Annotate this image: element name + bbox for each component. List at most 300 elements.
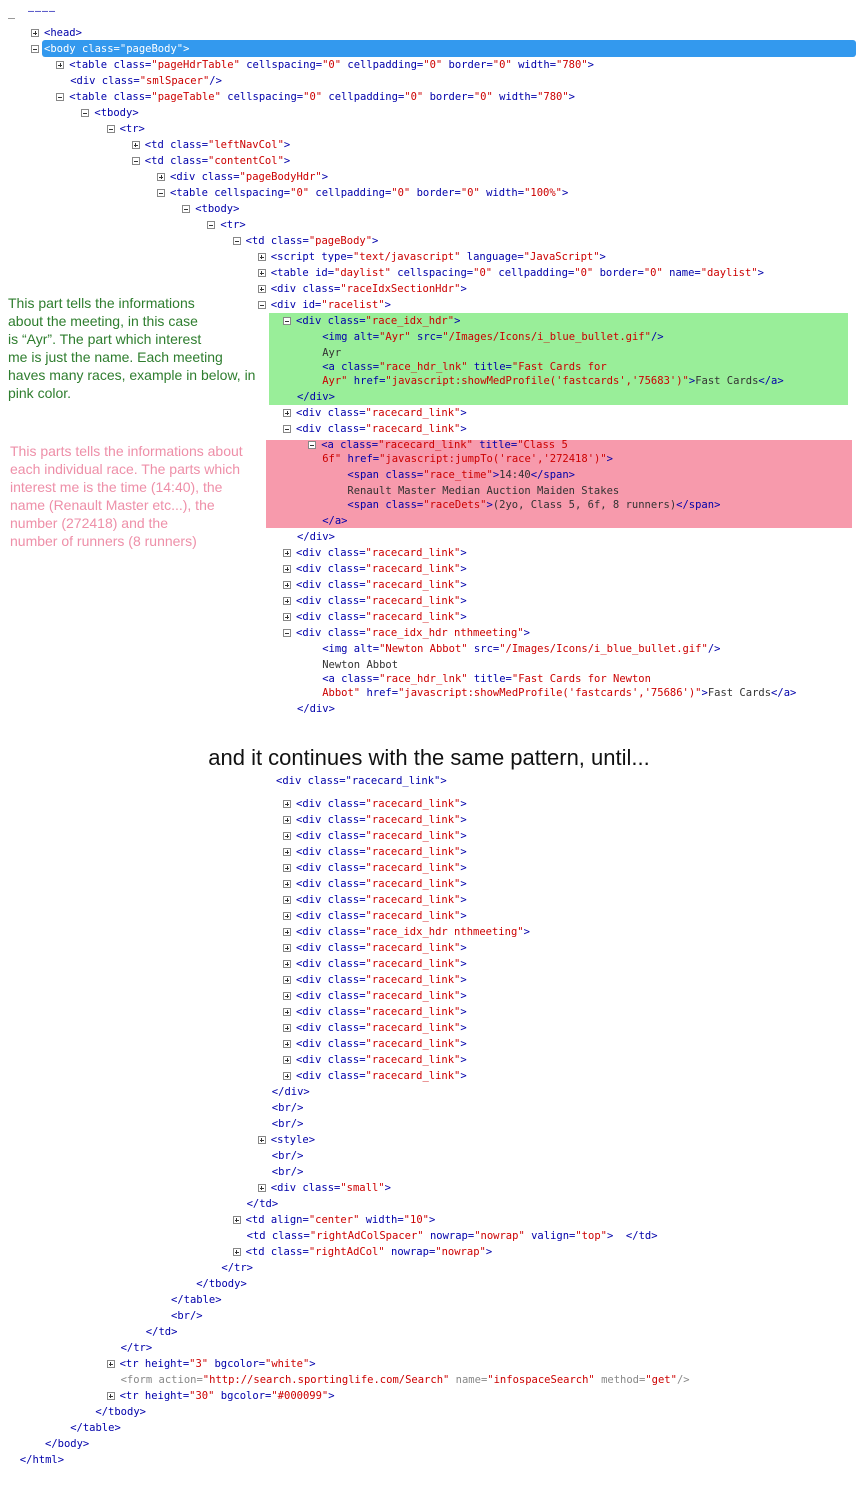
attr-value-token: "javascript:jumpTo('race','272418')" [379,453,607,465]
attr-name-token: alt= [353,331,380,343]
attr-name-token: cellpadding= [492,267,575,279]
attr-value-token: "0" [391,187,411,199]
attr-value-token: "raceIdxSectionHdr" [340,283,461,295]
tree-node-row[interactable] [258,1180,391,1196]
tag-token: > [460,1038,467,1050]
tree-node-row[interactable] [283,924,530,940]
expand-icon[interactable] [233,1216,241,1224]
attr-name-token: class= [341,673,380,685]
tag-token: </a> [758,375,784,387]
tree-node-row[interactable] [56,73,222,89]
attr-name-token: border= [593,267,644,279]
attr-name-token: class= [327,1022,366,1034]
attr-value-token: "racecard_link" [365,942,461,954]
expand-icon[interactable] [132,141,140,149]
tree-node-row[interactable] [107,1356,316,1372]
tree-node-row[interactable] [283,1052,467,1068]
tree-node-row[interactable] [258,297,391,313]
tree-node-row[interactable] [31,41,189,57]
attr-value-token: "racecard_link" [365,423,461,435]
tree-node-row[interactable] [258,1116,304,1132]
collapse-icon[interactable] [56,93,64,101]
expand-icon[interactable] [258,253,266,261]
tag-token: <div [296,595,328,607]
cut-off-row: <div class="racecard_link"> [276,775,447,787]
attr-value-token: "0" [290,187,310,199]
tag-token: <div [296,990,328,1002]
tree-node-row[interactable] [283,609,467,625]
tree-node-row[interactable] [258,1132,315,1148]
tree-node-row[interactable] [157,1308,203,1324]
attr-value-token: "0" [574,267,594,279]
attr-name-token: class= [113,91,152,103]
collapse-icon[interactable] [182,205,190,213]
tree-node-row[interactable] [283,1004,467,1020]
expand-icon[interactable] [157,173,165,181]
tag-token: </div> [297,703,335,715]
tag-token: <a [321,439,341,451]
expand-icon[interactable] [107,1392,115,1400]
tree-node-row[interactable] [283,1068,467,1084]
attr-value-token: "smlSpacer" [139,75,210,87]
tree-node-row[interactable] [6,1452,64,1468]
expand-icon[interactable] [283,1056,291,1064]
tree-node-row[interactable] [308,329,663,345]
expand-icon[interactable] [283,1008,291,1016]
attr-name-token: class= [327,990,366,1002]
tree-node-row[interactable] [56,57,594,73]
tag-token: <div [296,627,328,639]
attr-value-token: "racelist" [321,299,385,311]
tree-node-row[interactable] [258,1084,310,1100]
tree-node-row[interactable] [333,497,720,513]
tag-token: > [460,563,467,575]
attr-value-token: "racecard_link" [365,407,461,419]
tree-node-row[interactable] [233,1196,279,1212]
tag-token: <table [270,267,316,279]
attr-value-token: "Fast Cards for Newton [511,673,651,685]
collapse-icon[interactable] [107,125,115,133]
tree-node-row[interactable] [258,1148,304,1164]
tree-node-row[interactable] [233,233,379,249]
tree-node-row[interactable] [283,892,467,908]
tag-token: <div [296,894,328,906]
collapse-icon[interactable] [258,301,266,309]
tag-token: <img [322,331,354,343]
tree-node-row[interactable] [333,467,575,483]
tag-token: <div [296,862,328,874]
expand-icon[interactable] [283,409,291,417]
attr-name-token: cellpadding= [341,59,424,71]
attr-value-token: "racecard_link" [378,439,473,451]
tag-token: > [523,627,530,639]
tag-token: <span [347,469,386,481]
text-token: Newton Abbot [322,659,399,671]
attr-value-token: "racecard_link" [365,958,461,970]
expand-icon[interactable] [283,1024,291,1032]
expand-icon[interactable] [283,864,291,872]
tree-node-row[interactable] [233,1244,493,1260]
attr-value-token: "daylist" [334,267,391,279]
attr-name-token: class= [81,43,120,55]
attr-value-token: "top" [575,1230,607,1242]
tree-node-row[interactable] [258,265,764,281]
expand-icon[interactable] [283,960,291,968]
tag-token: > [587,59,594,71]
expand-icon[interactable] [283,992,291,1000]
attr-value-token: "#000099" [271,1390,329,1402]
attr-name-token: class= [170,139,209,151]
attr-name-token: alt= [353,643,380,655]
tag-token: <div [270,299,303,311]
attr-value-token: "racecard_link" [365,814,461,826]
tag-token: </div> [297,531,335,543]
attr-value-token: "text/javascript" [352,251,461,263]
tag-token: /> [650,331,664,343]
tree-node-row[interactable] [283,908,467,924]
attr-name-token: href= [341,453,380,465]
tree-node-row[interactable] [182,1276,247,1292]
attr-value-token: "/Images/Icons/i_blue_bullet.gif" [499,643,708,655]
attr-value-token: "Newton Abbot" [379,643,468,655]
attr-name-token: cellspacing= [390,267,474,279]
tag-token: > [460,894,467,906]
attr-value-token: "pageTable" [151,91,221,103]
expand-icon[interactable] [283,597,291,605]
attr-name-token: class= [340,439,379,451]
collapse-icon[interactable] [233,237,241,245]
tree-node-row[interactable] [132,1324,178,1340]
tree-node-row[interactable] [308,373,784,389]
collapse-icon[interactable] [308,441,316,449]
expand-icon[interactable] [258,1184,266,1192]
attr-name-token: class= [113,59,152,71]
attr-value-token: "http://search.sportinglife.com/Search" [202,1374,450,1386]
tag-token: <table [69,91,114,103]
expand-icon[interactable] [283,581,291,589]
attr-name-token: cellpadding= [309,187,392,199]
tree-node-row[interactable] [283,313,460,329]
expand-icon[interactable] [283,912,291,920]
expand-icon[interactable] [283,549,291,557]
expand-icon[interactable] [107,1360,115,1368]
attr-value-token: "Ayr" [379,331,411,343]
attr-name-token: title= [467,673,512,685]
attr-name-token: src= [467,643,500,655]
tree-node-row[interactable] [107,1372,690,1388]
expand-icon[interactable] [283,565,291,573]
tree-node-row[interactable] [157,1292,222,1308]
tree-node-row[interactable] [182,201,239,217]
attr-value-token: "race_time" [423,469,493,481]
tag-token: <div [296,1006,328,1018]
attr-name-token: class= [327,798,366,810]
collapse-icon[interactable] [283,425,291,433]
tree-node-row[interactable] [233,1228,658,1244]
expand-icon[interactable] [283,832,291,840]
tag-token: <div [296,611,328,623]
tag-token: <div [296,910,328,922]
tag-token: > [460,595,467,607]
tree-node-row[interactable] [283,545,467,561]
tree-node-row[interactable] [283,529,335,545]
expand-icon[interactable] [283,848,291,856]
tree-node-row[interactable] [132,153,290,169]
tag-token: <div [296,814,328,826]
attr-name-token: class= [271,1230,310,1242]
attr-name-token: class= [327,547,366,559]
attr-value-token: "racecard_link" [365,830,461,842]
attr-name-token: class= [327,627,366,639]
tree-node-row[interactable] [233,1212,436,1228]
tag-token: > [460,407,467,419]
tag-token: > [283,155,291,167]
tag-token: > [460,547,467,559]
attr-value-token: "small" [340,1182,385,1194]
tree-node-row[interactable] [107,121,145,137]
expand-icon[interactable] [283,944,291,952]
tree-node-row[interactable] [308,513,347,529]
tree-node-row[interactable] [283,828,467,844]
attr-value-token: "pageBody" [119,43,184,55]
tag-token: > [460,798,467,810]
tree-node-row[interactable] [283,988,467,1004]
attr-name-token: class= [327,1006,366,1018]
collapse-icon[interactable] [283,317,291,325]
tag-token: > [486,499,493,511]
tag-token: </body> [45,1438,90,1450]
attr-name-token: title= [472,439,518,451]
tree-node-row[interactable] [283,593,467,609]
expand-icon[interactable] [31,29,39,37]
attr-name-token: type= [321,251,353,263]
attr-name-token: class= [270,1246,309,1258]
tag-token: <tr> [119,123,145,135]
tree-node-row[interactable] [283,405,467,421]
attr-name-token: name= [662,267,701,279]
tree-node-row[interactable] [283,625,530,641]
expand-icon[interactable] [258,269,266,277]
expand-icon[interactable] [283,1040,291,1048]
attr-value-token: "racecard_link" [365,846,461,858]
tree-node-row[interactable] [258,1164,304,1180]
attr-name-token: bgcolor= [208,1358,266,1370]
tree-node-row[interactable] [157,185,568,201]
text-token: 14:40 [499,469,531,481]
tree-node-row[interactable] [283,561,467,577]
attr-name-token: cellspacing= [220,91,304,103]
attr-name-token: cellspacing= [214,187,291,199]
attr-value-token: "get" [645,1374,677,1386]
attr-value-token: "0" [492,59,512,71]
tree-node-row[interactable] [132,137,290,153]
collapse-icon[interactable] [207,221,215,229]
tree-node-row[interactable] [283,940,467,956]
collapse-icon[interactable] [132,157,140,165]
tag-token: > [568,91,575,103]
tree-node-row[interactable] [283,812,467,828]
tree-connector [8,18,15,19]
tag-token: <div [296,974,328,986]
attr-name-token: class= [327,407,366,419]
expand-icon[interactable] [283,1072,291,1080]
tree-node-row[interactable] [283,1036,467,1052]
tag-token: <div [296,1070,328,1082]
tag-token: <td [245,1214,271,1226]
tag-token: <form [120,1374,159,1386]
expand-icon[interactable] [283,928,291,936]
attr-value-token: "rightAdColSpacer" [309,1230,424,1242]
attr-name-token: class= [327,579,366,591]
tree-node-row[interactable] [107,1340,153,1356]
attr-value-token: "infospaceSearch" [487,1374,595,1386]
tree-node-row[interactable] [283,796,467,812]
attr-value-token: "/Images/Icons/i_blue_bullet.gif" [442,331,651,343]
tree-node-row[interactable] [81,105,138,121]
tree-node-row[interactable] [56,1420,121,1436]
tag-token: > [688,375,696,387]
tag-token: /> [707,643,721,655]
attr-value-token: "daylist" [700,267,758,279]
text-token: Fast Cards [707,687,772,699]
tree-node-row[interactable] [31,1436,89,1452]
attr-name-token: class= [327,846,366,858]
expand-icon[interactable] [233,1248,241,1256]
attr-name-token: class= [327,926,366,938]
tree-node-row[interactable] [308,641,720,657]
tag-token: > [460,846,467,858]
tree-node-row[interactable] [207,1260,253,1276]
tree-node-row[interactable] [207,217,245,233]
attr-name-token: nowrap= [384,1246,436,1258]
tag-token: > [460,1070,467,1082]
attr-name-token: cellpadding= [322,91,405,103]
collapse-icon[interactable] [81,109,89,117]
attr-value-token: "racecard_link" [365,547,461,559]
tag-token: > [460,1022,467,1034]
tree-node-row[interactable] [31,25,82,41]
tag-token: > [460,1006,467,1018]
tree-node-row[interactable] [308,451,613,467]
attr-value-token: "race_hdr_lnk" [379,673,468,685]
meeting-annotation: This part tells the informations about the meeting, in this case is “Ayr”. The part which interest me is just the name. Each meeting haves many races, example in below, in pink color. [8,295,256,401]
tag-token: > [460,878,467,890]
expand-icon[interactable] [283,816,291,824]
attr-name-token: class= [327,423,366,435]
tree-node-row[interactable] [157,169,328,185]
collapse-icon[interactable] [157,189,165,197]
tree-node-row[interactable] [283,860,467,876]
tag-token: </span> [530,469,576,481]
attr-name-token: class= [385,469,424,481]
tag-token: <div [296,1054,328,1066]
tag-token: <div [296,579,328,591]
tag-token: > [183,43,190,55]
expand-icon[interactable] [283,880,291,888]
tag-token: <td [246,1230,272,1242]
tag-token: <table [170,187,215,199]
expand-icon[interactable] [283,800,291,808]
expand-icon[interactable] [283,896,291,904]
attr-name-token: class= [327,1038,366,1050]
attr-value-token: "racecard_link" [365,862,461,874]
attr-name-token: class= [302,1182,341,1194]
attr-name-token: href= [360,687,399,699]
attr-name-token: width= [479,187,525,199]
tree-node-row[interactable] [308,685,796,701]
expand-icon[interactable] [283,976,291,984]
attr-name-token: class= [101,75,140,87]
tree-node-row[interactable] [283,876,467,892]
tag-token: </td> [145,1326,178,1338]
expand-icon[interactable] [283,613,291,621]
tree-node-row[interactable] [283,956,467,972]
expand-icon[interactable] [56,61,64,69]
attr-name-token: class= [327,894,366,906]
tree-node-row[interactable] [258,1100,304,1116]
tree-node-row[interactable] [81,1404,146,1420]
attr-name-token: width= [492,91,538,103]
attr-name-token: name= [449,1374,488,1386]
tree-node-row[interactable] [283,701,335,717]
tag-token: <div [296,315,328,327]
tag-token: <div [296,798,328,810]
tree-node-row[interactable] [283,844,467,860]
attr-value-token: "racecard_link" [365,878,461,890]
tag-token: <script [270,251,322,263]
tag-token: <br/> [271,1102,304,1114]
tree-node-row[interactable] [258,249,606,265]
attr-value-token: "javascript:showMedProfile('fastcards','75683')" [385,375,689,387]
tag-token: > [599,251,606,263]
tag-token: > [309,1358,316,1370]
tag-token: <div [296,830,328,842]
tree-node-row[interactable] [283,421,467,437]
tree-node-row[interactable] [283,1020,467,1036]
tag-token: <td [144,155,171,167]
expand-icon[interactable] [258,285,266,293]
attr-name-token: bgcolor= [214,1390,272,1402]
attr-name-token: class= [170,155,209,167]
tag-token: > [460,862,467,874]
tag-token: > </td> [606,1230,658,1242]
tag-token: > [460,611,467,623]
tag-token: <div [296,878,328,890]
tag-token: <td [245,235,271,247]
tag-token: </span> [676,499,721,511]
collapse-icon[interactable] [31,45,39,53]
tag-token: > [460,942,467,954]
tree-node-row[interactable] [258,281,467,297]
attr-name-token: id= [315,267,335,279]
attr-value-token: "race_hdr_lnk" [379,361,468,373]
collapse-icon[interactable] [283,629,291,637]
tag-token: > [460,423,467,435]
attr-value-token: "racecard_link" [365,595,461,607]
expand-icon[interactable] [258,1136,266,1144]
tree-node-row[interactable] [283,389,335,405]
tree-node-row[interactable] [283,577,467,593]
tree-node-row[interactable] [283,972,467,988]
attr-value-token: "3" [189,1358,209,1370]
tree-node-row[interactable] [107,1388,335,1404]
attr-name-token: method= [594,1374,646,1386]
tag-token: <div [296,942,328,954]
attr-name-token: src= [410,331,443,343]
tag-token: </tr> [120,1342,153,1354]
attr-value-token: 6f" [322,453,342,465]
tree-node-row[interactable] [56,89,575,105]
